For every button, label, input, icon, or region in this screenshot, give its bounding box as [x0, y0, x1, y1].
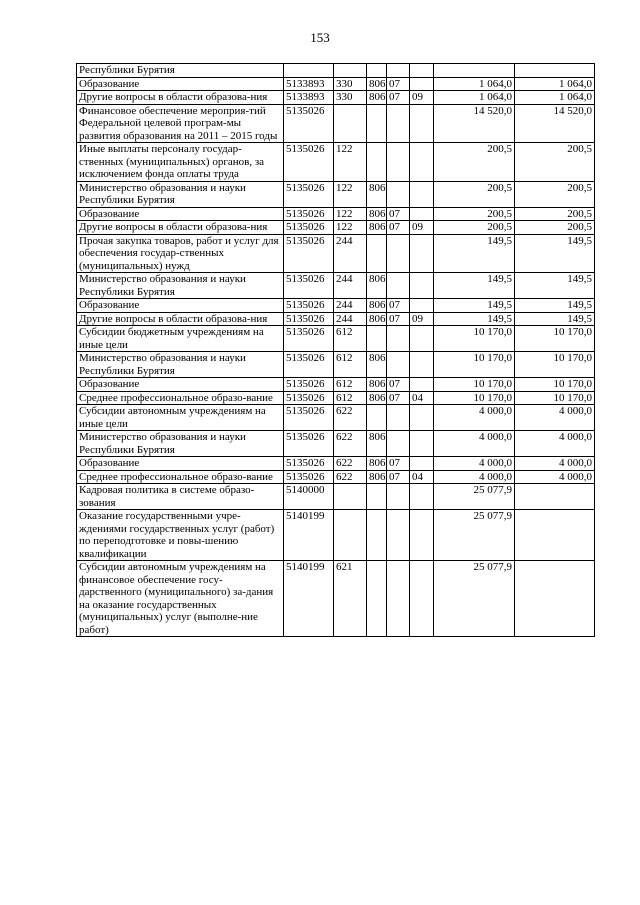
table-row — [77, 391, 595, 405]
budget-table — [76, 63, 595, 637]
table-row — [77, 234, 595, 273]
ministry-code-cell: 806 — [367, 457, 387, 471]
table-row — [77, 457, 595, 471]
section-cell — [387, 326, 410, 352]
row-name-cell: Образование — [77, 77, 284, 91]
section-cell — [387, 510, 410, 561]
ministry-code-cell: 806 — [367, 181, 387, 207]
amount-cell: 25 077,9 — [434, 484, 515, 510]
amount-cell: 200,5 — [515, 181, 595, 207]
section-cell: 07 — [387, 378, 410, 392]
expense-type-cell: 612 — [334, 391, 367, 405]
amount-cell: 4 000,0 — [515, 470, 595, 484]
target-article-cell: 5135026 — [284, 207, 334, 221]
row-name-cell: Другие вопросы в области образова-ния — [77, 312, 284, 326]
table-row — [77, 326, 595, 352]
expense-type-cell: 244 — [334, 273, 367, 299]
target-article-cell: 5135026 — [284, 431, 334, 457]
row-name-cell: Образование — [77, 378, 284, 392]
ministry-code-cell — [367, 234, 387, 273]
expense-type-cell: 330 — [334, 77, 367, 91]
row-name-cell: Республики Бурятия — [77, 64, 284, 78]
amount-cell: 1 064,0 — [515, 91, 595, 105]
target-article-cell: 5135026 — [284, 405, 334, 431]
table-row — [77, 484, 595, 510]
ministry-code-cell: 806 — [367, 470, 387, 484]
section-cell — [387, 143, 410, 182]
amount-cell — [515, 561, 595, 637]
target-article-cell: 5135026 — [284, 326, 334, 352]
section-cell — [387, 64, 410, 78]
amount-cell: 1 064,0 — [515, 77, 595, 91]
ministry-code-cell: 806 — [367, 391, 387, 405]
row-name-cell: Прочая закупка товаров, работ и услуг для обеспечения государ-ственных (муниципальных) нужд — [77, 234, 284, 273]
row-name-cell: Образование — [77, 457, 284, 471]
table-row — [77, 312, 595, 326]
amount-cell: 10 170,0 — [515, 352, 595, 378]
table-row — [77, 77, 595, 91]
expense-type-cell: 244 — [334, 234, 367, 273]
table-row — [77, 91, 595, 105]
section-cell: 07 — [387, 470, 410, 484]
amount-cell: 200,5 — [515, 143, 595, 182]
subsection-cell — [410, 207, 434, 221]
target-article-cell: 5135026 — [284, 457, 334, 471]
expense-type-cell: 621 — [334, 561, 367, 637]
amount-cell: 149,5 — [434, 299, 515, 313]
row-name-cell: Субсидии бюджетным учреждениям на иные цели — [77, 326, 284, 352]
amount-cell: 10 170,0 — [434, 378, 515, 392]
subsection-cell — [410, 299, 434, 313]
amount-cell: 10 170,0 — [434, 352, 515, 378]
amount-cell: 200,5 — [515, 221, 595, 235]
target-article-cell — [284, 64, 334, 78]
amount-cell — [434, 64, 515, 78]
amount-cell: 14 520,0 — [515, 104, 595, 143]
section-cell — [387, 181, 410, 207]
amount-cell: 149,5 — [515, 234, 595, 273]
ministry-code-cell: 806 — [367, 207, 387, 221]
ministry-code-cell: 806 — [367, 77, 387, 91]
ministry-code-cell — [367, 104, 387, 143]
row-name-cell: Субсидии автономным учреждениям на иные цели — [77, 405, 284, 431]
amount-cell — [515, 484, 595, 510]
amount-cell: 10 170,0 — [434, 326, 515, 352]
amount-cell: 200,5 — [434, 221, 515, 235]
section-cell: 07 — [387, 221, 410, 235]
page-number: 153 — [310, 30, 330, 45]
expense-type-cell — [334, 64, 367, 78]
table-row — [77, 64, 595, 78]
ministry-code-cell — [367, 326, 387, 352]
target-article-cell: 5135026 — [284, 299, 334, 313]
section-cell: 07 — [387, 457, 410, 471]
table-row — [77, 431, 595, 457]
row-name-cell: Среднее профессиональное образо-вание — [77, 391, 284, 405]
amount-cell: 149,5 — [515, 273, 595, 299]
section-cell: 07 — [387, 77, 410, 91]
expense-type-cell — [334, 104, 367, 143]
subsection-cell — [410, 378, 434, 392]
row-name-cell: Другие вопросы в области образова-ния — [77, 91, 284, 105]
row-name-cell: Иные выплаты персоналу государ-ственных (муниципальных) органов, за исключением фонда оплаты труда — [77, 143, 284, 182]
ministry-code-cell — [367, 64, 387, 78]
target-article-cell: 5133893 — [284, 91, 334, 105]
row-name-cell: Кадровая политика в системе образо-зования — [77, 484, 284, 510]
section-cell — [387, 234, 410, 273]
row-name-cell: Министерство образования и науки Республики Бурятия — [77, 273, 284, 299]
amount-cell: 25 077,9 — [434, 561, 515, 637]
expense-type-cell: 622 — [334, 405, 367, 431]
ministry-code-cell — [367, 484, 387, 510]
target-article-cell: 5135026 — [284, 273, 334, 299]
row-name-cell: Оказание государственными учре-ждениями государственных услуг (работ) по переподготовке и повы-шению квалификации — [77, 510, 284, 561]
table-row — [77, 273, 595, 299]
subsection-cell — [410, 77, 434, 91]
section-cell: 07 — [387, 391, 410, 405]
amount-cell — [515, 64, 595, 78]
expense-type-cell: 122 — [334, 143, 367, 182]
amount-cell: 200,5 — [434, 181, 515, 207]
ministry-code-cell: 806 — [367, 312, 387, 326]
subsection-cell: 09 — [410, 221, 434, 235]
row-name-cell: Образование — [77, 207, 284, 221]
table-row — [77, 378, 595, 392]
amount-cell: 149,5 — [434, 312, 515, 326]
amount-cell: 10 170,0 — [515, 326, 595, 352]
section-cell — [387, 405, 410, 431]
table-row — [77, 405, 595, 431]
expense-type-cell: 622 — [334, 431, 367, 457]
amount-cell: 4 000,0 — [515, 431, 595, 457]
ministry-code-cell: 806 — [367, 273, 387, 299]
budget-table-body — [77, 64, 595, 637]
subsection-cell — [410, 561, 434, 637]
ministry-code-cell — [367, 405, 387, 431]
table-row — [77, 299, 595, 313]
section-cell — [387, 104, 410, 143]
ministry-code-cell: 806 — [367, 91, 387, 105]
target-article-cell: 5135026 — [284, 234, 334, 273]
subsection-cell — [410, 352, 434, 378]
row-name-cell: Министерство образования и науки Республики Бурятия — [77, 352, 284, 378]
expense-type-cell: 244 — [334, 312, 367, 326]
amount-cell: 200,5 — [434, 143, 515, 182]
expense-type-cell: 612 — [334, 352, 367, 378]
row-name-cell: Образование — [77, 299, 284, 313]
amount-cell: 4 000,0 — [434, 470, 515, 484]
section-cell — [387, 561, 410, 637]
table-row — [77, 510, 595, 561]
ministry-code-cell: 806 — [367, 431, 387, 457]
expense-type-cell — [334, 484, 367, 510]
ministry-code-cell: 806 — [367, 221, 387, 235]
table-row — [77, 352, 595, 378]
section-cell: 07 — [387, 299, 410, 313]
subsection-cell — [410, 64, 434, 78]
amount-cell: 4 000,0 — [515, 457, 595, 471]
amount-cell: 25 077,9 — [434, 510, 515, 561]
target-article-cell: 5135026 — [284, 391, 334, 405]
target-article-cell: 5140199 — [284, 510, 334, 561]
target-article-cell: 5135026 — [284, 312, 334, 326]
amount-cell: 200,5 — [515, 207, 595, 221]
amount-cell: 10 170,0 — [515, 378, 595, 392]
expense-type-cell: 622 — [334, 457, 367, 471]
row-name-cell: Среднее профессиональное образо-вание — [77, 470, 284, 484]
amount-cell: 4 000,0 — [515, 405, 595, 431]
expense-type-cell: 612 — [334, 378, 367, 392]
subsection-cell — [410, 484, 434, 510]
amount-cell: 149,5 — [515, 312, 595, 326]
amount-cell: 149,5 — [434, 234, 515, 273]
target-article-cell: 5133893 — [284, 77, 334, 91]
expense-type-cell: 622 — [334, 470, 367, 484]
ministry-code-cell — [367, 510, 387, 561]
subsection-cell — [410, 234, 434, 273]
subsection-cell — [410, 104, 434, 143]
expense-type-cell: 330 — [334, 91, 367, 105]
ministry-code-cell: 806 — [367, 378, 387, 392]
target-article-cell: 5140199 — [284, 561, 334, 637]
target-article-cell: 5135026 — [284, 143, 334, 182]
table-row — [77, 181, 595, 207]
section-cell — [387, 273, 410, 299]
subsection-cell — [410, 181, 434, 207]
expense-type-cell: 612 — [334, 326, 367, 352]
subsection-cell: 09 — [410, 91, 434, 105]
amount-cell: 10 170,0 — [434, 391, 515, 405]
section-cell — [387, 431, 410, 457]
amount-cell: 4 000,0 — [434, 457, 515, 471]
amount-cell: 4 000,0 — [434, 405, 515, 431]
table-row — [77, 221, 595, 235]
amount-cell: 4 000,0 — [434, 431, 515, 457]
target-article-cell: 5135026 — [284, 470, 334, 484]
section-cell: 07 — [387, 91, 410, 105]
ministry-code-cell — [367, 561, 387, 637]
table-row — [77, 470, 595, 484]
amount-cell: 14 520,0 — [434, 104, 515, 143]
ministry-code-cell: 806 — [367, 352, 387, 378]
expense-type-cell: 244 — [334, 299, 367, 313]
subsection-cell — [410, 326, 434, 352]
amount-cell: 149,5 — [515, 299, 595, 313]
table-row — [77, 104, 595, 143]
section-cell — [387, 484, 410, 510]
row-name-cell: Министерство образования и науки Республики Бурятия — [77, 431, 284, 457]
ministry-code-cell: 806 — [367, 299, 387, 313]
amount-cell: 200,5 — [434, 207, 515, 221]
amount-cell: 149,5 — [434, 273, 515, 299]
amount-cell — [515, 510, 595, 561]
expense-type-cell: 122 — [334, 221, 367, 235]
target-article-cell: 5135026 — [284, 378, 334, 392]
ministry-code-cell — [367, 143, 387, 182]
subsection-cell: 04 — [410, 470, 434, 484]
expense-type-cell: 122 — [334, 181, 367, 207]
subsection-cell — [410, 273, 434, 299]
expense-type-cell — [334, 510, 367, 561]
subsection-cell — [410, 510, 434, 561]
amount-cell: 1 064,0 — [434, 91, 515, 105]
amount-cell: 10 170,0 — [515, 391, 595, 405]
row-name-cell: Другие вопросы в области образова-ния — [77, 221, 284, 235]
section-cell: 07 — [387, 207, 410, 221]
section-cell: 07 — [387, 312, 410, 326]
target-article-cell: 5135026 — [284, 221, 334, 235]
amount-cell: 1 064,0 — [434, 77, 515, 91]
subsection-cell — [410, 405, 434, 431]
row-name-cell: Финансовое обеспечение мероприя-тий Федеральной целевой програм-мы развития образования на 2011 – 2015 годы — [77, 104, 284, 143]
subsection-cell: 04 — [410, 391, 434, 405]
table-row — [77, 143, 595, 182]
section-cell — [387, 352, 410, 378]
subsection-cell — [410, 431, 434, 457]
subsection-cell — [410, 143, 434, 182]
target-article-cell: 5135026 — [284, 104, 334, 143]
target-article-cell: 5140000 — [284, 484, 334, 510]
table-row — [77, 207, 595, 221]
expense-type-cell: 122 — [334, 207, 367, 221]
row-name-cell: Субсидии автономным учреждениям на финансовое обеспечение госу-дарственного (муниципального) за-дания на оказание государственных (муниципальных) услуг (выполне-ние работ) — [77, 561, 284, 637]
subsection-cell: 09 — [410, 312, 434, 326]
table-row — [77, 561, 595, 637]
target-article-cell: 5135026 — [284, 181, 334, 207]
subsection-cell — [410, 457, 434, 471]
row-name-cell: Министерство образования и науки Республики Бурятия — [77, 181, 284, 207]
target-article-cell: 5135026 — [284, 352, 334, 378]
